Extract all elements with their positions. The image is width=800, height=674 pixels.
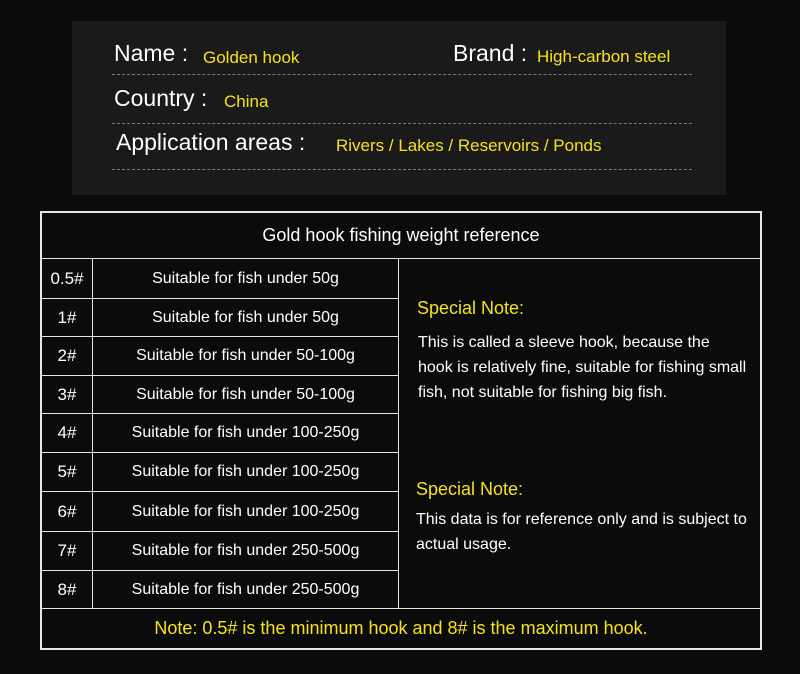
fish-weight: Suitable for fish under 50g [152,269,339,287]
product-info-panel [72,21,726,195]
table-title: Gold hook fishing weight reference [262,225,540,245]
special-note-text: This is called a sleeve hook, because the hook is relatively fine, suitable for fishing small fish, not suitable for fishing big fish. [418,334,747,401]
country-value: China [224,92,269,111]
fish-weight: Suitable for fish under 250-500g [131,580,360,598]
brand-value: High-carbon steel [537,47,671,66]
fish-weight: Suitable for fish under 50-100g [136,347,355,364]
fish-weight: Suitable for fish under 50-100g [136,385,355,403]
brand-label: Brand : [453,40,528,66]
hook-size: 4# [57,423,77,442]
hook-size: 7# [57,541,77,560]
column-divider [398,258,399,608]
hook-size: 8# [57,579,77,599]
hook-size: 3# [57,384,77,404]
footer-note: Note: 0.5# is the minimum hook and 8# is the maximum hook. [154,618,648,638]
name-label: Name : [114,40,189,66]
special-note-heading: Special Note: [417,298,525,318]
fish-weight: Suitable for fish under 50g [152,308,339,326]
fish-weight: Suitable for fish under 100-250g [131,463,360,480]
hook-size: 6# [57,501,77,521]
areas-value: Rivers / Lakes / Reservoirs / Ponds [336,136,602,155]
special-note-heading: Special Note: [416,479,524,499]
country-label: Country : [114,85,208,111]
fish-weight: Suitable for fish under 250-500g [131,542,360,559]
areas-label: Application areas : [116,129,306,155]
fish-weight: Suitable for fish under 100-250g [131,424,360,441]
hook-size: 0.5# [50,268,84,288]
weight-reference-table [40,211,762,650]
special-note-text: This data is for reference only and is subject to actual usage. [416,511,747,553]
name-value: Golden hook [203,48,300,67]
fish-weight: Suitable for fish under 100-250g [131,502,360,520]
hook-size: 5# [57,462,77,481]
hook-size: 2# [57,346,77,365]
hook-size: 1# [57,307,77,327]
